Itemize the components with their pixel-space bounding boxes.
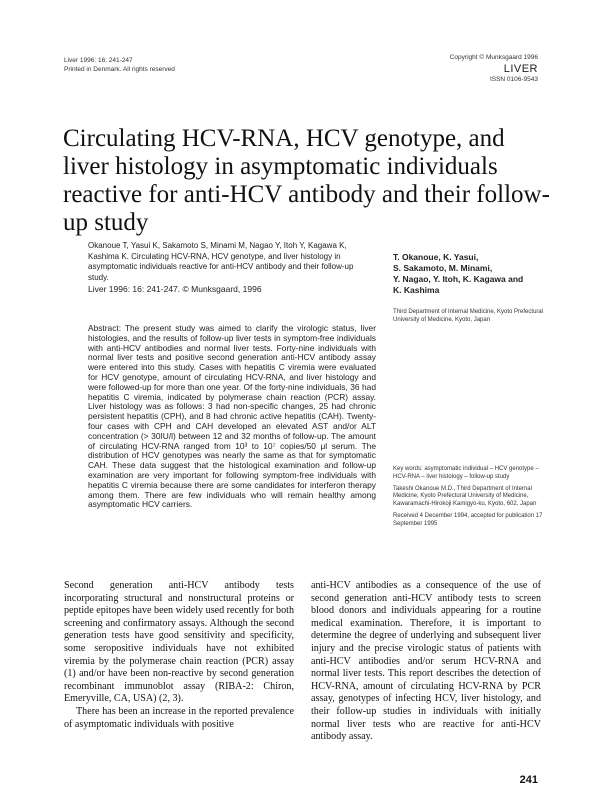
author-line: K. Kashima — [393, 285, 440, 295]
body-paragraph: anti-HCV antibodies as a consequence of the use of second generation anti-HCV antibody tests to screen blood donors and individuals appearing for a routine medical examination. Therefore, it is important to determine the degree of underlying and subsequent liver injury and the precise virologic status of patients with anti-HCV antibodies and/or serum HCV-RNA and normal liver tests. This report describes the detection of HCV-RNA, amount of circulating HCV-RNA by PCR assay, genotypes of infecting HCV, liver histology, and their follow-up studies in individuals with initially normal liver tests who are reactive for anti-HCV antibody assay. — [311, 580, 541, 743]
citation-year: Liver 1996: 16: 241-247. © Munksgaard, 1996 — [88, 284, 262, 294]
body-column-right — [311, 580, 541, 744]
article-sidebar — [393, 466, 551, 533]
abstract-text: Abstract: The present study was aimed to clarify the virologic status, liver histologies, and the results of follow-up liver tests in symptom-free individuals with anti-HCV antibodies and normal liver tests. Forty-nine individuals with normal liver tests and positive second generation anti-HCV antibody assay were entered into this study. Cases with hepatitis C viremia were evaluated for HCV genotype, amount of circulating HCV-RNA, and liver histology and were followed-up for more than one year. Of the forty-nine individuals, 36 had hepatitis C viremia, indicated by polymerase chain reaction (PCR) assay. Liver histology was as follows: 3 had non-specific changes, 25 had chronic persistent hepatitis (CPH), and 8 had chronic active hepatitis (CAH). Twenty-four cases with CPH and CAH developed an elevated AST and/or ALT concentration (> 30IU/l) between 12 and 32 months of follow-up. The amount of circulating HCV-RNA ranged from 10³ to 10⁷ copies/50 μl serum. The distribution of HCV genotypes was nearly the same as that for symptomatic CAH. These data suggest that the histological examination and follow-up examination are very important for following symptom-free individuals with hepatitis C viremia because there are some candidates for interferon therapy among them. There are few individuals who will remain healthy among asymptomatic HCV carriers. — [88, 323, 376, 510]
author-list — [393, 252, 548, 296]
page-number: 241 — [519, 774, 538, 786]
abstract — [88, 324, 376, 510]
body-column-left — [64, 580, 294, 731]
body-paragraph: Second generation anti-HCV antibody tests incorporating structural and nonstructural proteins or peptide epitopes have been widely used recently for both screening and confirmatory assays. Although the second generation tests have good sensitivity and specificity, some seropositive individuals have not exhibited viremia by the polymerase chain reaction (PCR) assay (1) and/or have been non-reactive by second generation recombinant immunoblot assay (RIBA-2: Chiron, Emeryville, CA, USA) (2, 3). — [64, 580, 294, 705]
copyright-notice: Copyright © Munksgaard 1996 — [449, 54, 538, 61]
author-line: T. Okanoue, K. Yasui, — [393, 252, 479, 262]
journal-reference: Liver 1996: 16: 241-247 — [64, 57, 133, 64]
author-line: S. Sakamoto, M. Minami, — [393, 263, 493, 273]
issn: ISSN 0106-9543 — [489, 76, 538, 83]
journal-logo: LIVER — [503, 63, 538, 75]
journal-header-left — [64, 56, 175, 74]
journal-header-right — [450, 54, 538, 84]
article-title: Circulating HCV-RNA, HCV genotype, and liver histology in asymptomatic individuals reactive for anti-HCV antibody and their follow-up study — [63, 125, 550, 236]
body-paragraph: There has been an increase in the reported prevalence of asymptomatic individuals with positive — [64, 705, 294, 730]
citation-text: Okanoue T, Yasui K, Sakamoto S, Minami M, Nagao Y, Itoh Y, Kagawa K, Kashima K. Circulating HCV-RNA, HCV genotype, and liver histology in asymptomatic individuals reactive for anti-HCV antibody and their follow-up study. — [88, 241, 354, 282]
keywords: Key words: asymptomatic individual – HCV genotype – HCV-RNA – liver histology – follow-up study — [393, 466, 539, 480]
correspondence-address: Takeshi Okanoue M.D., Third Department of Internal Medicine, Kyoto Prefectural University of Medicine, Kawaramachi-Hirokoji Kamigyo-ku, Kyoto, 602, Japan — [393, 485, 537, 508]
citation-block — [88, 241, 363, 295]
affiliation: Third Department of Internal Medicine, Kyoto Prefectural University of Medicine, Kyoto, Japan — [393, 309, 544, 323]
received-dates: Received 4 December 1994, accepted for publication 17 September 1995 — [393, 512, 543, 527]
rights-notice: Printed in Denmark. All rights reserved — [64, 66, 175, 73]
author-line: Y. Nagao, Y. Itoh, K. Kagawa and — [393, 274, 524, 284]
